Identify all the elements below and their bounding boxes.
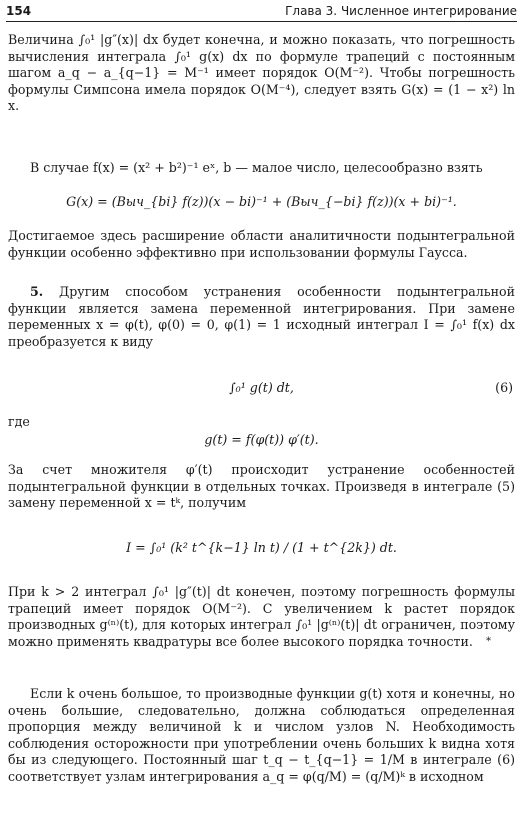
running-header xyxy=(6,4,517,22)
formula-transformed-integral: ∫₀¹ g(t) dt, xyxy=(229,380,294,395)
paragraph-case: В случае f(x) = (x² + b²)⁻¹ eˣ, b — малое число, целесообразно взять xyxy=(30,160,483,175)
paragraph-k-greater-2: При k > 2 интеграл ∫₀¹ |g″(t)| dt конечен, поэтому погрешность формулы трапеций имеет порядок O(M⁻²). С увеличением k растет порядок производных g⁽ⁿ⁾(t), для которых интеграл ∫₀¹ |g⁽ⁿ⁾(t)| dt ограничен, поэтому можно применять квадратуры все более высокого порядка точности. xyxy=(8,584,515,649)
paragraph-large-k: Если k очень большое, то производные функции g(t) хотя и конечны, но очень большие, следовательно, должна соблюдаться определенная пропорция между величиной k и числом узлов N. Необходимость соблюдения осторожности при употреблении очень больших k видна хотя бы из следующего. Постоянный шаг t_q − t_{q−1} = 1/M в интеграле (6) соответствует узлам интегрирования a_q = φ(q/M) = (q/M)ᵏ в исходном xyxy=(8,686,515,785)
formula-g-definition: g(t) = f(φ(t)) φ′(t). xyxy=(204,432,319,447)
formula-G-choice: G(x) = (Выч_{bi} f(z))(x − bi)⁻¹ + (Выч_{−bi} f(z))(x + bi)⁻¹. xyxy=(66,194,457,209)
chapter-title: Глава 3. Численное интегрирование xyxy=(285,4,517,18)
paragraph-multiplier: За счет множителя φ′(t) происходит устранение особенностей подынтегральной функции в отдельных точках. Произведя в интеграле (5) замену переменной x = tᵏ, получим xyxy=(8,462,515,511)
paragraph-analyticity: Достигаемое здесь расширение области аналитичности подынтегральной функции особенно эффективно при использовании формулы Гаусса. xyxy=(8,228,515,260)
paragraph-substitution-text: Другим способом устранения особенности подынтегральной функции является замена переменной интегрирования. При замене переменных x = φ(t), φ(0) = 0, φ(1) = 1 исходный интеграл I = ∫₀¹ f(x) dx преобразуется к виду xyxy=(8,284,515,349)
paragraph-substitution xyxy=(8,284,515,350)
page-number: 154 xyxy=(6,4,32,18)
equation-number: (6) xyxy=(495,380,513,395)
paragraph-error-estimate: Величина ∫₀¹ |g″(x)| dx будет конечна, и можно показать, что погрешность вычисления интеграла ∫₀¹ g(x) dx по формуле трапеций с постоянным шагом a_q − a_{q−1} = M⁻¹ имеет порядок O(M⁻²). Чтобы погрешность формулы Симпсона имела порядок O(M⁻⁴), следует взять G(x) = (1 − x²) ln x. xyxy=(8,32,515,114)
margin-mark: * xyxy=(486,636,491,647)
paragraph-where: где xyxy=(8,414,30,429)
section-number: 5. xyxy=(30,284,44,299)
formula-I-result: I = ∫₀¹ (k² t^{k−1} ln t) / (1 + t^{2k}) dt. xyxy=(126,540,397,555)
